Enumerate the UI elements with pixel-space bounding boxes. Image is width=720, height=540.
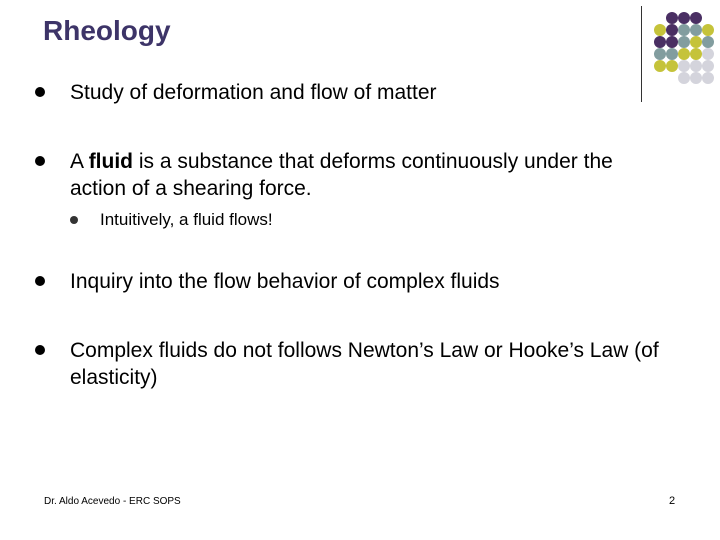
decorative-dot [690,12,702,24]
decorative-dot [666,36,678,48]
decorative-dot [678,72,690,84]
decorative-dot [690,24,702,36]
bullet-text-segment: Complex fluids do not follows Newton’s Law or Hooke’s Law (of elasticity) [70,339,659,389]
decorative-dot [666,12,678,24]
bullet-dot [35,87,45,97]
bullet-text [70,337,670,391]
decorative-dot [678,12,690,24]
decorative-dot [690,60,702,72]
bullet-dot [35,156,45,166]
bullet-text-segment: A [70,150,89,173]
sub-bullet-text [100,209,660,231]
bullet-text [70,268,670,295]
decorative-dot [702,24,714,36]
decorative-dot [702,60,714,72]
decorative-dot [678,24,690,36]
decorative-dot [702,72,714,84]
bullet-dot [35,345,45,355]
decorative-dot [690,36,702,48]
bullet-text-bold: fluid [88,150,134,173]
decorative-dot [678,60,690,72]
bullet-text-segment: Intuitively, a fluid flows! [100,210,273,229]
decorative-dot [654,60,666,72]
decorative-dot [690,72,702,84]
decorative-dot [654,24,666,36]
decorative-dot [666,48,678,60]
bullet-dot [35,276,45,286]
decorative-dot [666,60,678,72]
bullet-text [70,79,670,106]
decorative-dot [702,36,714,48]
decorative-dot [678,36,690,48]
bullet-text [70,148,670,202]
decorative-dot [666,24,678,36]
decorative-dot [654,48,666,60]
slide-title: Rheology [43,15,171,46]
decorative-dot [678,48,690,60]
bullet-text-segment: is a substance that deforms continuously under the action of a shearing force. [70,150,613,200]
footer-author: Dr. Aldo Acevedo - ERC SOPS [44,496,181,507]
decorative-dot [690,48,702,60]
decorative-dot [654,36,666,48]
bullet-text-segment: Study of deformation and flow of matter [70,81,437,104]
bullet-text-segment: Inquiry into the flow behavior of complex fluids [70,270,500,293]
sub-bullet-dot [70,216,78,224]
decorative-dot [702,48,714,60]
slide-number: 2 [669,495,676,507]
